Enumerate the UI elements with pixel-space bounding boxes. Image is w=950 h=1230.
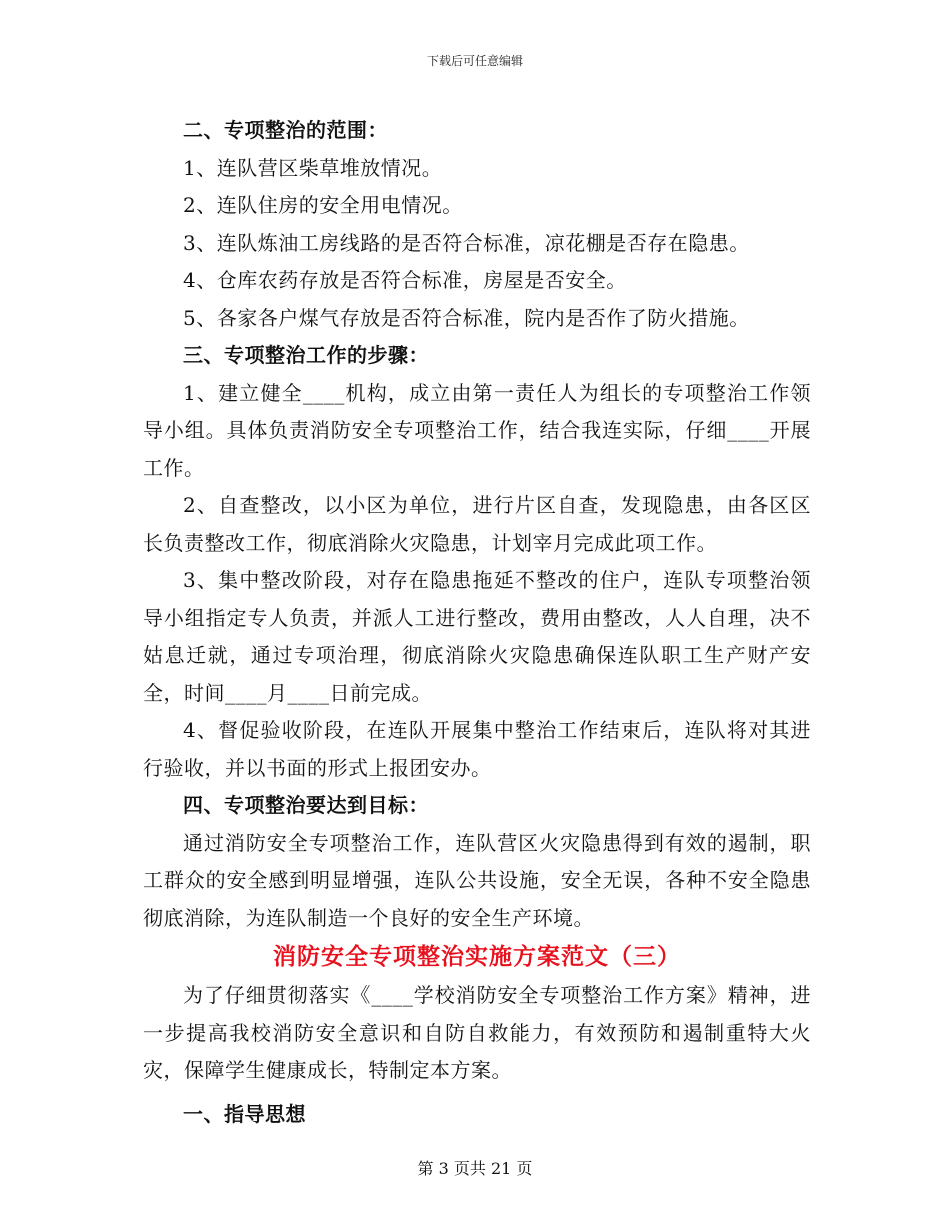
body-paragraph: 4、督促验收阶段，在连队开展集中整治工作结束后，连队将对其进行验收，并以书面的形式上报团安办。 [143,718,811,780]
page-footer: 第 3 页共 21 页 [417,1159,533,1178]
document-body [143,112,811,1133]
list-item: 1、连队营区柴草堆放情况。 [183,155,443,180]
list-item: 3、连队炼油工房线路的是否符合标准，凉花棚是否存在隐患。 [183,230,750,255]
section-heading-scope: 二、专项整治的范围： [183,118,388,142]
list-item: 5、各家各户煤气存放是否符合标准，院内是否作了防火措施。 [183,305,750,330]
section-heading-steps: 三、专项整治工作的步骤： [183,343,429,367]
body-paragraph: 3、集中整改阶段，对存在隐患拖延不整改的住户，连队专项整治领导小组指定专人负责，并派人工进行整改，费用由整改，人人自理，决不姑息迁就，通过专项治理，彻底消除火灾隐患确保连队职工生产财产安全，时间____月____日前完成。 [143,568,811,705]
body-paragraph: 为了仔细贯彻落实《____学校消防安全专项整治工作方案》精神，进一步提高我校消防安全意识和自防自救能力，有效预防和遏制重特大火灾，保障学生健康成长，特制定本方案。 [143,983,811,1082]
page-header: 下载后可任意编辑 [426,54,523,68]
body-paragraph: 2、自查整改，以小区为单位，进行片区自查，发现隐患，由各区区长负责整改工作，彻底消除火灾隐患，计划宰月完成此项工作。 [143,493,811,555]
list-item: 4、仓库农药存放是否符合标准，房屋是否安全。 [183,268,627,292]
section-heading-goals: 四、专项整治要达到目标： [183,793,429,817]
body-paragraph: 1、建立健全____机构，成立由第一责任人为组长的专项整治工作领导小组。具体负责消防安全专项整治工作，结合我连实际，仔细____开展工作。 [143,380,811,480]
list-item: 2、连队住房的安全用电情况。 [183,193,463,217]
section-heading-guiding: 一、指导思想 [183,1101,306,1126]
body-paragraph: 通过消防安全专项整治工作，连队营区火灾隐患得到有效的遏制，职工群众的安全感到明显增强，连队公共设施，安全无误，各种不安全隐患彻底消除，为连队制造一个良好的安全生产环境。 [143,830,811,930]
document-title: 消防安全专项整治实施方案范文（三） [273,943,681,970]
